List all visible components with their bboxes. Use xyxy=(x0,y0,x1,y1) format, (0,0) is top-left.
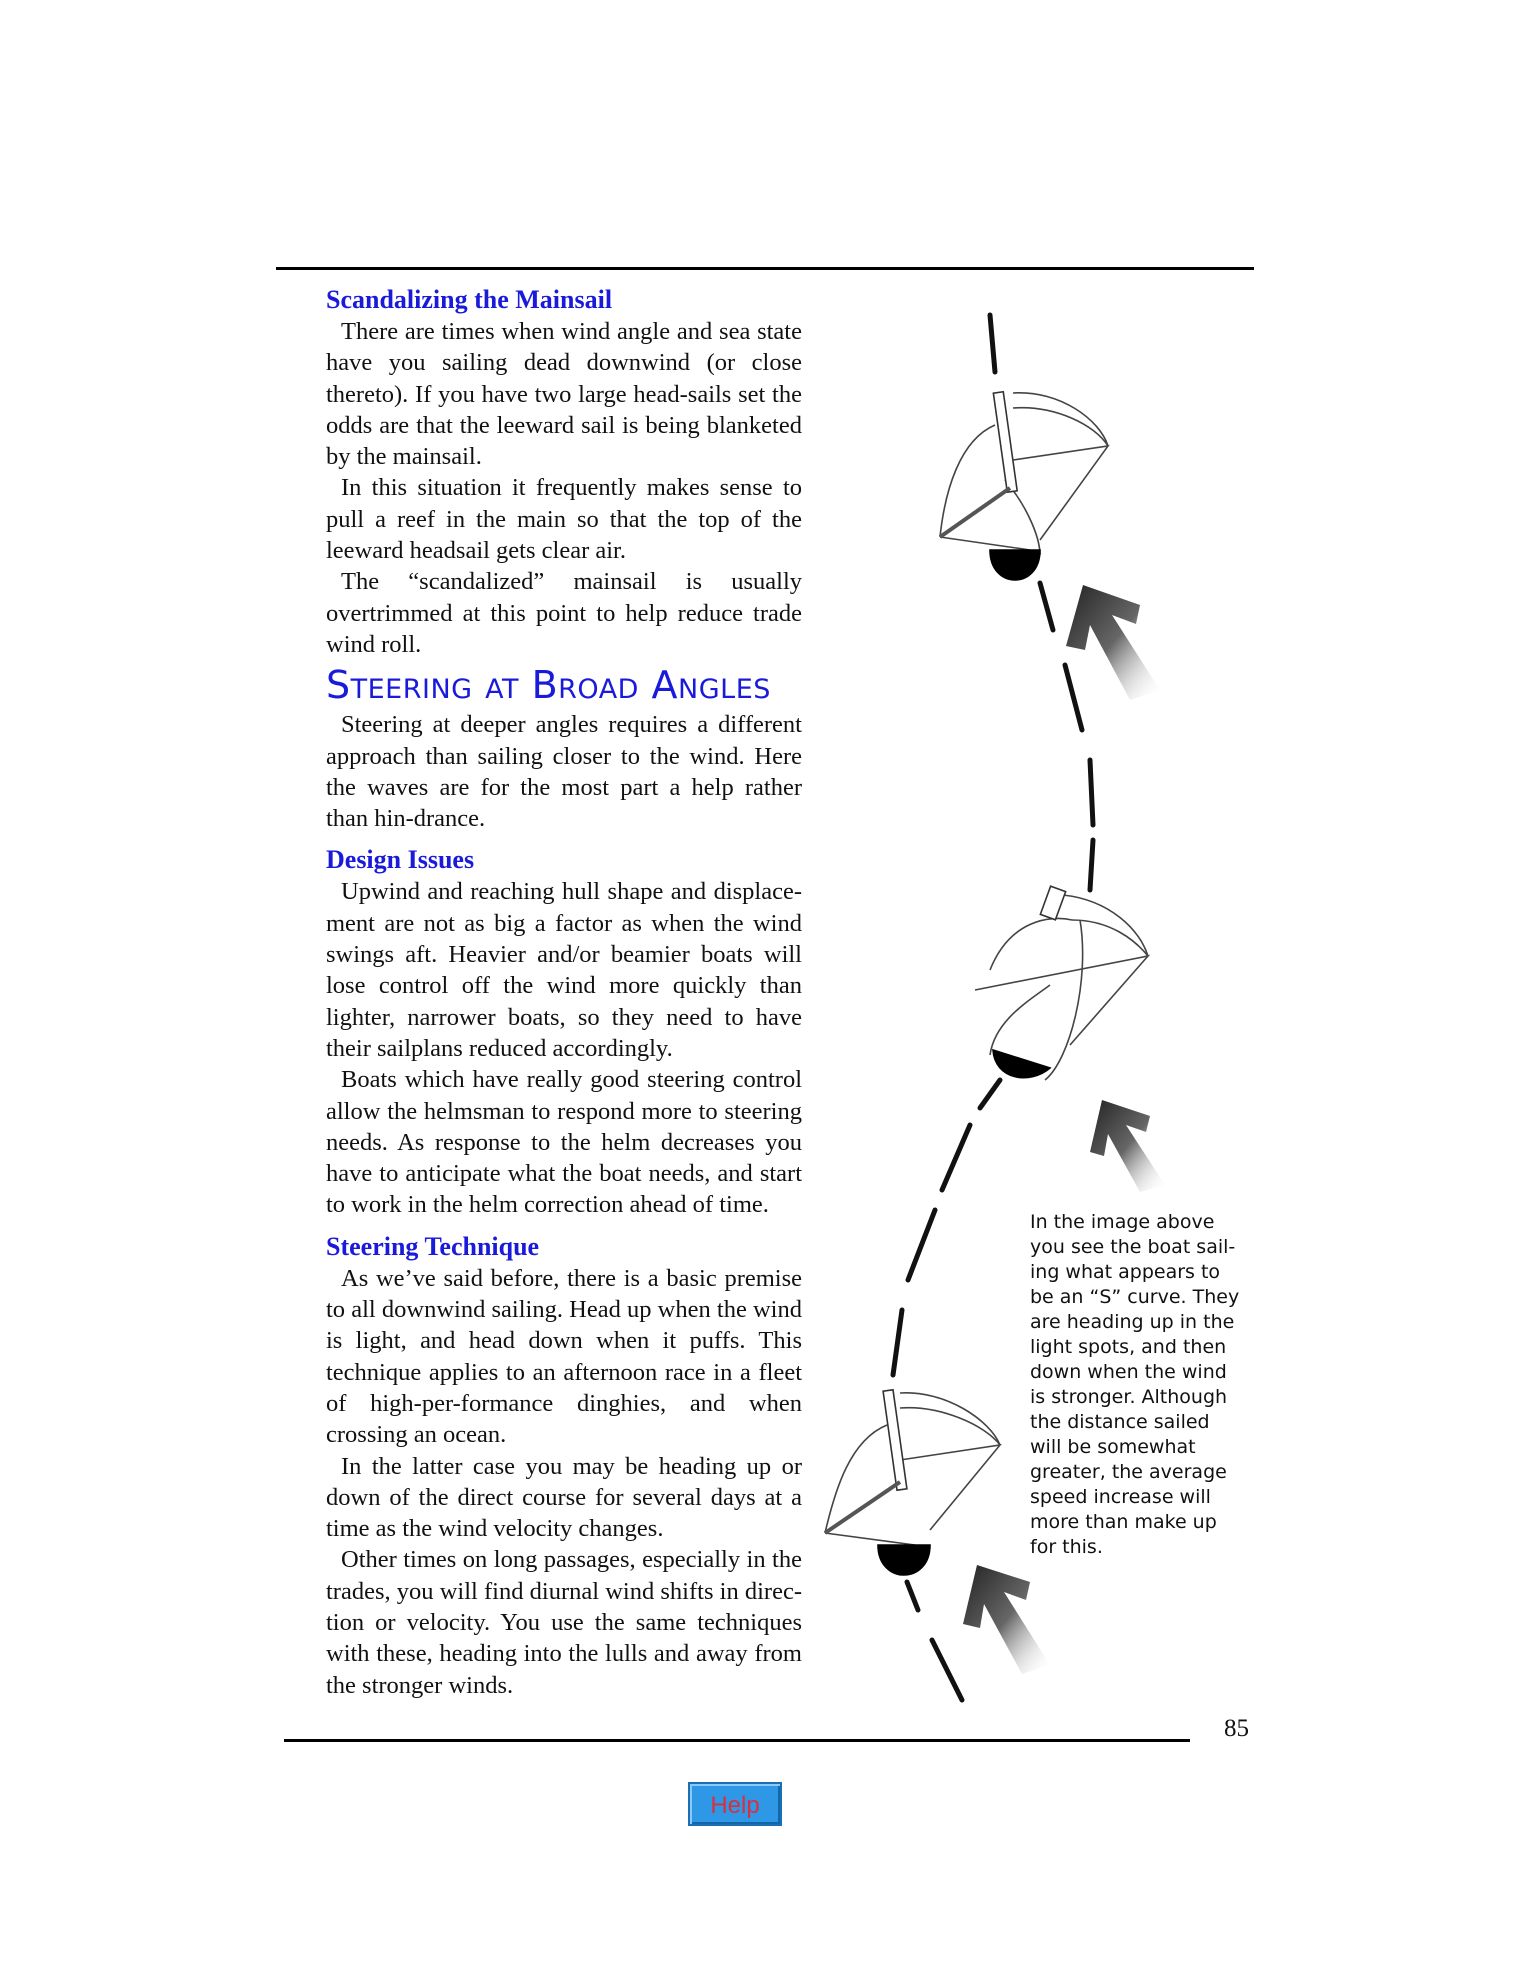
paragraph: Other times on long passages, especially in the trades, you will find diurnal wind shifts in direc-tion or velocity. You use the same techniques with these, heading into the lulls and away from the stronger winds. xyxy=(326,1546,802,1699)
caption-line: will be somewhat xyxy=(1030,1436,1196,1458)
paragraph: In the latter case you may be heading up or down of the direct course for several days at a time as the wind velocity changes. xyxy=(326,1452,802,1543)
caption-line: ing what appears to xyxy=(1030,1261,1221,1283)
caption-line: is stronger. Although xyxy=(1030,1386,1228,1408)
bottom-rule xyxy=(284,1739,1190,1742)
caption-line: speed increase will xyxy=(1030,1486,1211,1508)
caption-line: light spots, and then xyxy=(1030,1336,1227,1358)
paragraph: The “scandalized” mainsail is usually overtrimmed at this point to help reduce trade wind roll. xyxy=(326,568,802,658)
caption-line: you see the boat sail- xyxy=(1030,1236,1236,1258)
heading-steering-broad-angles: Steering at Broad Angles xyxy=(326,663,771,708)
caption-line: be an “S” curve. They xyxy=(1030,1286,1240,1308)
wind-arrow-icon xyxy=(963,1565,1050,1674)
boat-icon xyxy=(940,392,1108,580)
page-number: 85 xyxy=(1224,1715,1249,1742)
main-text-column xyxy=(326,284,802,1701)
heading-scandalizing: Scandalizing the Mainsail xyxy=(326,285,613,314)
top-rule xyxy=(276,267,1254,270)
paragraph: There are times when wind angle and sea state have you sailing dead downwind (or close thereto). If you have two large head-sails set the odds are that the leeward sail is being blanketed by the mainsail. xyxy=(326,318,802,471)
paragraph: Upwind and reaching hull shape and displace-ment are not as big a factor as when the wind swings aft. Heavier and/or beamier boats will lose control off the wind more quickly than lighter, narrower boats, so they need to have their sailplans reduced accordingly. xyxy=(326,878,802,1062)
caption-line: down when the wind xyxy=(1030,1361,1227,1383)
paragraph: Steering at deeper angles requires a different approach than sailing closer to the wind. Here the waves are for the most part a help rather than hin-drance. xyxy=(326,711,802,833)
caption-line: more than make up xyxy=(1030,1511,1217,1533)
heading-design-issues: Design Issues xyxy=(326,845,475,875)
wind-arrow-icon xyxy=(1090,1100,1165,1192)
boat-icon xyxy=(975,886,1148,1080)
help-button[interactable]: Help xyxy=(688,1782,782,1826)
paragraph: In this situation it frequently makes sense to pull a reef in the main so that the top of the leeward headsail gets clear air. xyxy=(326,474,802,565)
paragraph: As we’ve said before, there is a basic premise to all downwind sailing. Head up when the wind is light, and head down when it puffs. This technique applies to an afternoon race in a fleet of high-per-formance dinghies, and when crossing an ocean. xyxy=(326,1264,802,1449)
caption-line: are heading up in the xyxy=(1030,1311,1235,1333)
heading-steering-technique: Steering Technique xyxy=(326,1231,540,1261)
caption-line: greater, the average xyxy=(1030,1461,1227,1483)
wind-arrow-icon xyxy=(1066,585,1160,700)
caption-line: the distance sailed xyxy=(1030,1411,1210,1433)
caption-line: In the image above xyxy=(1030,1211,1215,1233)
figure-caption xyxy=(1030,1210,1250,1560)
boat-icon xyxy=(825,1390,1000,1575)
caption-line: for this. xyxy=(1030,1536,1103,1558)
paragraph: Boats which have really good steering control allow the helmsman to respond more to steering needs. As response to the helm decreases you have to anticipate what the boat needs, and start to work in the helm correction ahead of time. xyxy=(326,1066,802,1219)
